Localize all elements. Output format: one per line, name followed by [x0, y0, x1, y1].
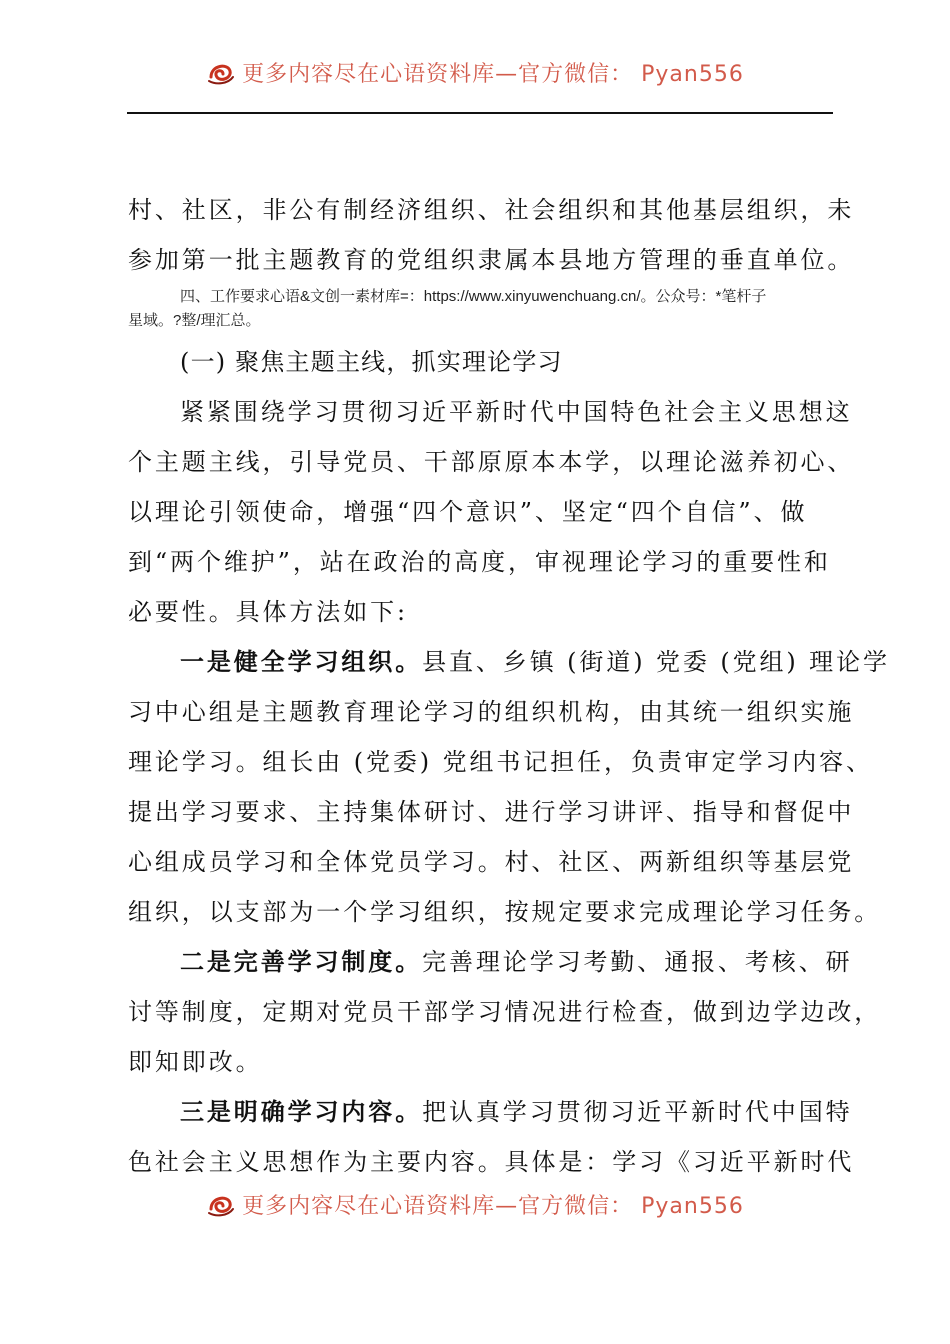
- item-2-text: 完善理论学习考勤、通报、考核、研: [422, 948, 853, 976]
- paragraph-line: 习中心组是主题教育理论学习的组织机构，由其统一组织实施: [128, 698, 855, 726]
- header-watermark-text: 更多内容尽在心语资料库—官方微信： Pyan556: [242, 61, 744, 87]
- paragraph-line: 村、社区，非公有制经济组织、社会组织和其他基层组织，未: [128, 196, 855, 224]
- paragraph-line: 讨等制度，定期对党员干部学习情况进行检查，做到边学边改，: [128, 998, 882, 1026]
- paragraph-line: 参加第一批主题教育的党组织隶属本县地方管理的垂直单位。: [128, 246, 855, 274]
- page-header-watermark: [0, 56, 950, 88]
- item-3-lead: 三是明确学习内容。: [180, 1097, 423, 1126]
- source-note-line: 星域。?整/理汇总。: [128, 312, 261, 329]
- item-3-first-line: [128, 1087, 853, 1137]
- document-body: [128, 185, 890, 1187]
- paragraph-line: 组织，以支部为一个学习组织，按规定要求完成理论学习任务。: [128, 898, 882, 926]
- paragraph-line: 个主题主线，引导党员、干部原原本本学，以理论滋养初心、: [128, 448, 855, 476]
- item-1-first-line: [128, 637, 890, 687]
- footer-watermark-text: 更多内容尽在心语资料库—官方微信： Pyan556: [242, 1193, 744, 1219]
- header-divider: [127, 112, 833, 114]
- paragraph-line: 到“两个维护”，站在政治的高度，审视理论学习的重要性和: [128, 548, 831, 576]
- paragraph-line: 提出学习要求、主持集体研讨、进行学习讲评、指导和督促中: [128, 798, 855, 826]
- item-3-text: 把认真学习贯彻习近平新时代中国特: [422, 1098, 853, 1126]
- paragraph-line: 理论学习。组长由 (党委) 党组书记担任，负责审定学习内容、: [128, 748, 873, 776]
- paragraph-line: 紧紧围绕学习贯彻习近平新时代中国特色社会主义思想这: [180, 398, 853, 426]
- item-2-lead: 二是完善学习制度。: [180, 947, 423, 976]
- paragraph-line: 心组成员学习和全体党员学习。村、社区、两新组织等基层党: [128, 848, 855, 876]
- section-heading: (一) 聚焦主题主线，抓实理论学习: [180, 348, 563, 376]
- paragraph-line: 以理论引领使命，增强“四个意识”、坚定“四个自信”、做: [128, 498, 808, 526]
- paragraph-line: 即知即改。: [128, 1048, 263, 1076]
- swirl-logo-icon: [206, 57, 236, 87]
- paragraph-line: 必要性。具体方法如下:: [128, 598, 408, 626]
- page-footer-watermark: [0, 1188, 950, 1220]
- swirl-logo-icon: [206, 1189, 236, 1219]
- source-note-line: 四、工作要求心语&文创一素材库=：https://www.xinyuwenchuang.cn/。公众号：*笔杆子: [180, 288, 767, 305]
- item-1-lead: 一是健全学习组织。: [180, 647, 423, 676]
- item-1-text: 县直、乡镇 (街道) 党委 (党组) 理论学: [422, 648, 890, 676]
- item-2-first-line: [128, 937, 853, 987]
- paragraph-line: 色社会主义思想作为主要内容。具体是：学习《习近平新时代: [128, 1148, 855, 1176]
